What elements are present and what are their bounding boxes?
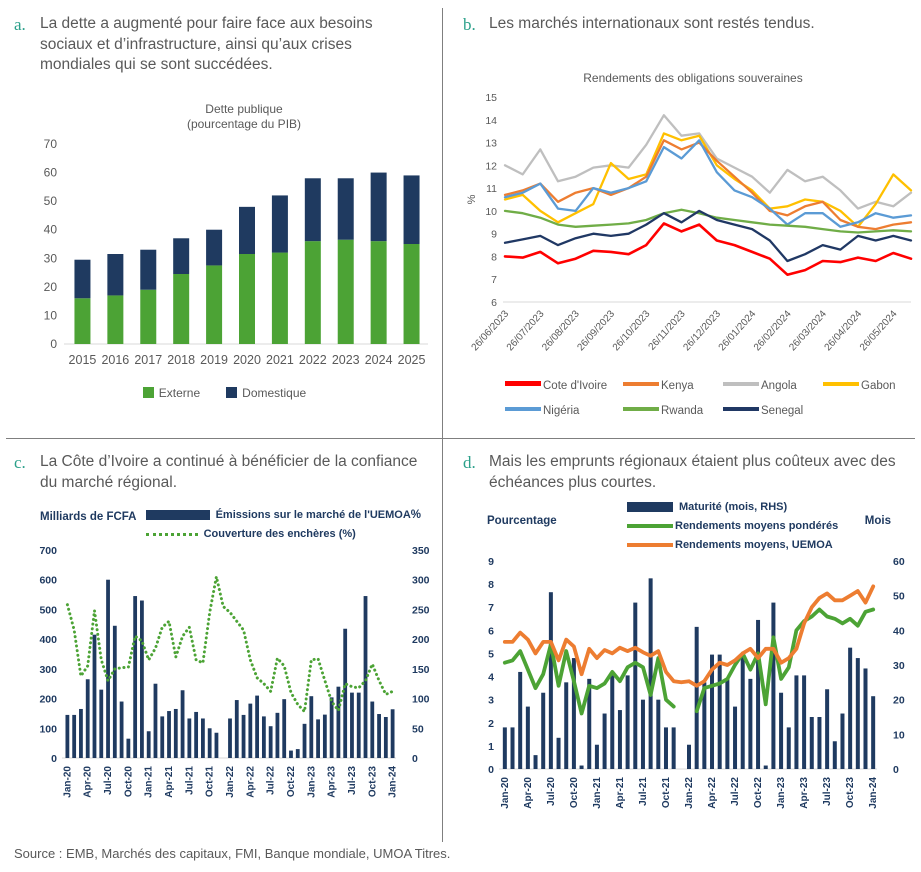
svg-text:Oct-20: Oct-20 (123, 766, 135, 798)
rwanda-line-swatch-icon (623, 407, 659, 411)
legend-item-externe (143, 386, 200, 400)
svg-text:0: 0 (50, 336, 57, 351)
svg-text:40: 40 (43, 222, 57, 237)
legend-item-senegal (723, 405, 823, 417)
svg-text:Oct-20: Oct-20 (568, 777, 580, 809)
svg-text:0: 0 (412, 753, 418, 766)
source-note: Source : EMB, Marchés des capitaux, FMI, Banque mondiale, UMOA Titres. (14, 846, 451, 861)
panel-a (0, 0, 443, 438)
chart-a-title (44, 102, 444, 132)
svg-text:2024: 2024 (364, 352, 393, 367)
svg-text:26/08/2023: 26/08/2023 (540, 308, 582, 354)
svg-text:12: 12 (485, 160, 497, 173)
svg-text:1: 1 (488, 741, 494, 754)
svg-text:30: 30 (893, 660, 905, 673)
panel-b-heading: Les marchés internationaux sont restés tendus. (489, 15, 815, 32)
legend-item-rwanda (623, 405, 723, 417)
svg-text:3: 3 (488, 694, 494, 707)
panel-c-letter: c. (14, 453, 26, 472)
svg-text:Jan-22: Jan-22 (684, 777, 695, 809)
svg-text:250: 250 (412, 604, 430, 617)
rendements-uemoa-line-swatch-icon (627, 543, 673, 547)
svg-text:Jul-21: Jul-21 (184, 766, 196, 796)
panel-d-letter: d. (463, 453, 476, 472)
panel-a-header (14, 14, 435, 76)
svg-text:6: 6 (491, 297, 497, 310)
svg-text:26/04/2024: 26/04/2024 (822, 308, 865, 354)
svg-text:10: 10 (893, 729, 905, 742)
svg-text:26/10/2023: 26/10/2023 (610, 308, 653, 354)
svg-text:Oct-21: Oct-21 (660, 777, 672, 809)
svg-text:Jan-20: Jan-20 (499, 777, 511, 809)
svg-text:26/07/2023: 26/07/2023 (504, 308, 547, 354)
svg-text:Jul-20: Jul-20 (545, 777, 557, 807)
legend-item-rendements-uemoa (627, 539, 838, 551)
couverture-dotted-swatch-icon (146, 533, 198, 536)
chart-d-legend (627, 501, 838, 551)
legend-item-maturite (627, 501, 838, 513)
svg-text:Apr-23: Apr-23 (326, 766, 338, 798)
svg-text:2023: 2023 (331, 352, 360, 367)
svg-text:50: 50 (43, 193, 57, 208)
svg-text:Jan-21: Jan-21 (591, 777, 603, 809)
svg-text:400: 400 (39, 634, 57, 647)
svg-text:Jul-22: Jul-22 (730, 777, 742, 807)
svg-text:20: 20 (43, 279, 57, 294)
maturite-bar-swatch-icon (627, 502, 673, 512)
svg-text:60: 60 (43, 165, 57, 180)
svg-text:26/03/2024: 26/03/2024 (787, 308, 829, 354)
svg-text:Oct-21: Oct-21 (204, 766, 216, 798)
svg-text:5: 5 (488, 648, 494, 661)
svg-text:Oct-23: Oct-23 (845, 777, 857, 809)
legend-item-rendements-ponderes (627, 520, 838, 532)
legend-maturite-label: Maturité (mois, RHS) (679, 501, 788, 514)
panel-d-heading: Mais les emprunts régionaux étaient plus coûteux avec des échéances plus courtes. (489, 453, 896, 491)
gabon-line-swatch-icon (823, 382, 859, 386)
chart-c-right-axis-title: % (410, 509, 421, 522)
legend-rendements-uemoa-label: Rendements moyens, UEMOA (675, 539, 833, 552)
svg-text:2018: 2018 (167, 352, 196, 367)
svg-text:300: 300 (412, 574, 430, 587)
svg-text:Jul-22: Jul-22 (265, 766, 277, 796)
legend-externe-label: Externe (158, 385, 201, 400)
regional-borrowing-combo-chart (463, 553, 921, 849)
svg-text:15: 15 (485, 92, 497, 105)
chart-c-axis-legend-row (14, 509, 435, 540)
panel-a-letter: a. (14, 15, 26, 34)
legend-item-kenya (623, 380, 723, 392)
legend-item-nigeria (505, 405, 623, 417)
public-debt-stacked-bar-chart (14, 134, 438, 382)
svg-text:20: 20 (893, 694, 905, 707)
panel-d (443, 440, 921, 845)
kenya-line-swatch-icon (623, 382, 659, 386)
svg-text:26/11/2023: 26/11/2023 (646, 308, 688, 353)
svg-text:Apr-20: Apr-20 (82, 766, 94, 798)
svg-text:50: 50 (412, 723, 424, 736)
externe-swatch-icon (143, 387, 154, 398)
svg-text:Oct-23: Oct-23 (367, 766, 379, 798)
svg-text:Apr-23: Apr-23 (799, 777, 811, 809)
panel-d-header (463, 452, 915, 493)
legend-item-gabon (823, 380, 921, 392)
legend-gabon-label: Gabon (861, 380, 896, 393)
svg-text:Jul-23: Jul-23 (822, 777, 834, 807)
svg-text:70: 70 (43, 136, 57, 151)
svg-text:0: 0 (893, 764, 899, 777)
svg-text:6: 6 (488, 625, 494, 638)
svg-text:Apr-21: Apr-21 (164, 766, 176, 798)
legend-item-emissions (146, 509, 411, 521)
chart-c-left-axis-title: Milliards de FCFA (40, 511, 137, 524)
svg-text:9: 9 (491, 228, 497, 241)
chart-b-title: Rendements des obligations souveraines (583, 71, 803, 86)
svg-text:200: 200 (39, 693, 57, 706)
svg-text:100: 100 (412, 693, 430, 706)
svg-text:30: 30 (43, 251, 57, 266)
panel-b-letter: b. (463, 15, 476, 34)
legend-rwanda-label: Rwanda (661, 405, 704, 418)
chart-d-left-axis-title: Pourcentage (487, 515, 557, 528)
svg-text:Jan-24: Jan-24 (387, 766, 399, 798)
svg-text:100: 100 (39, 723, 57, 736)
svg-text:7: 7 (491, 274, 497, 287)
uemoa-issuance-combo-chart (14, 542, 440, 838)
domestique-swatch-icon (226, 387, 237, 398)
svg-text:Oct-22: Oct-22 (753, 777, 765, 809)
svg-text:26/06/2023: 26/06/2023 (469, 308, 512, 354)
svg-text:2017: 2017 (134, 352, 163, 367)
panel-a-heading: La dette a augmenté pour faire face aux besoins sociaux et d’infrastructure, ainsi qu’aux crises mondiales qui se sont succédées. (40, 15, 373, 74)
svg-text:13: 13 (485, 137, 497, 150)
svg-text:26/02/2024: 26/02/2024 (751, 308, 794, 354)
svg-text:2025: 2025 (397, 352, 426, 367)
svg-text:700: 700 (39, 545, 57, 558)
panel-divider-horizontal (6, 438, 915, 439)
legend-domestique-label: Domestique (242, 385, 307, 400)
svg-text:26/09/2023: 26/09/2023 (575, 308, 618, 354)
svg-text:600: 600 (39, 574, 57, 587)
svg-text:14: 14 (485, 115, 497, 128)
svg-text:2019: 2019 (200, 352, 228, 367)
legend-item-couverture (146, 528, 411, 540)
panel-b (443, 0, 921, 438)
panel-c (0, 440, 443, 845)
svg-text:2: 2 (488, 717, 494, 730)
svg-text:7: 7 (488, 602, 494, 615)
legend-item-domestique (226, 386, 306, 400)
svg-text:9: 9 (488, 556, 494, 569)
svg-text:Jan-23: Jan-23 (306, 766, 318, 798)
svg-text:Jan-21: Jan-21 (143, 766, 155, 798)
nigeria-line-swatch-icon (505, 407, 541, 411)
panel-c-header (14, 452, 435, 493)
panel-b-header (463, 14, 915, 35)
svg-text:Apr-22: Apr-22 (707, 777, 719, 809)
sovereign-yields-line-chart (463, 92, 919, 374)
cote-divoire-line-swatch-icon (505, 381, 541, 386)
legend-kenya-label: Kenya (661, 380, 694, 393)
svg-text:Jan-23: Jan-23 (776, 777, 788, 809)
svg-text:2021: 2021 (266, 352, 294, 367)
legend-nigeria-label: Nigéria (543, 405, 580, 418)
svg-text:Jul-21: Jul-21 (637, 777, 649, 807)
chart-d-axis-legend-row (463, 501, 915, 551)
legend-emissions-label: Émissions sur le marché de l'UEMOA (215, 509, 411, 522)
svg-text:4: 4 (488, 671, 494, 684)
svg-text:Apr-22: Apr-22 (245, 766, 257, 798)
svg-text:26/12/2023: 26/12/2023 (681, 308, 724, 354)
chart-a-title-line2: (pourcentage du PIB) (186, 116, 302, 131)
svg-text:Oct-22: Oct-22 (285, 766, 297, 798)
svg-text:Jan-24: Jan-24 (868, 777, 880, 809)
svg-text:26/01/2024: 26/01/2024 (716, 308, 759, 354)
svg-text:8: 8 (488, 579, 494, 592)
legend-item-cote-divoire (505, 380, 623, 392)
svg-text:Apr-21: Apr-21 (614, 777, 626, 809)
svg-text:Jan-22: Jan-22 (225, 766, 236, 798)
svg-text:Jan-20: Jan-20 (62, 766, 74, 798)
svg-text:0: 0 (488, 764, 494, 777)
svg-text:8: 8 (491, 251, 497, 264)
svg-text:Jul-23: Jul-23 (346, 766, 358, 796)
legend-item-angola (723, 380, 823, 392)
svg-text:2020: 2020 (233, 352, 261, 367)
panel-divider-vertical (442, 8, 443, 842)
svg-text:350: 350 (412, 545, 430, 558)
chart-d-right-axis-title: Mois (864, 515, 891, 528)
svg-text:11: 11 (486, 183, 497, 196)
svg-text:40: 40 (893, 625, 905, 638)
svg-text:Apr-20: Apr-20 (522, 777, 534, 809)
svg-text:0: 0 (51, 753, 57, 766)
svg-text:10: 10 (485, 206, 497, 219)
svg-text:500: 500 (39, 604, 57, 617)
emissions-bar-swatch-icon (146, 510, 210, 520)
svg-text:200: 200 (412, 634, 430, 647)
angola-line-swatch-icon (723, 382, 759, 386)
chart-a-title-line1: Dette publique (205, 101, 283, 116)
svg-text:60: 60 (893, 556, 905, 569)
chart-b-legend (505, 380, 915, 417)
legend-rendements-ponderes-label: Rendements moyens pondérés (675, 520, 839, 533)
svg-text:2015: 2015 (68, 352, 97, 367)
svg-text:2022: 2022 (298, 352, 327, 367)
svg-text:150: 150 (412, 664, 430, 677)
chart-c-legend (146, 509, 411, 540)
panel-c-heading: La Côte d’Ivoire a continué à bénéficier de la confiance du marché régional. (40, 453, 418, 491)
legend-cote-divoire-label: Cote d'Ivoire (543, 380, 608, 393)
svg-text:Jul-20: Jul-20 (103, 766, 115, 796)
svg-text:50: 50 (893, 590, 905, 603)
svg-text:%: % (466, 194, 478, 205)
legend-senegal-label: Senegal (761, 405, 804, 418)
legend-couverture-label: Couverture des enchères (%) (203, 528, 356, 541)
svg-text:10: 10 (43, 308, 57, 323)
legend-angola-label: Angola (761, 380, 797, 393)
svg-text:2016: 2016 (101, 352, 130, 367)
chart-a-legend (14, 386, 435, 400)
svg-text:26/05/2024: 26/05/2024 (857, 308, 900, 354)
rendements-ponderes-line-swatch-icon (627, 524, 673, 528)
svg-text:300: 300 (39, 664, 57, 677)
senegal-line-swatch-icon (723, 407, 759, 411)
